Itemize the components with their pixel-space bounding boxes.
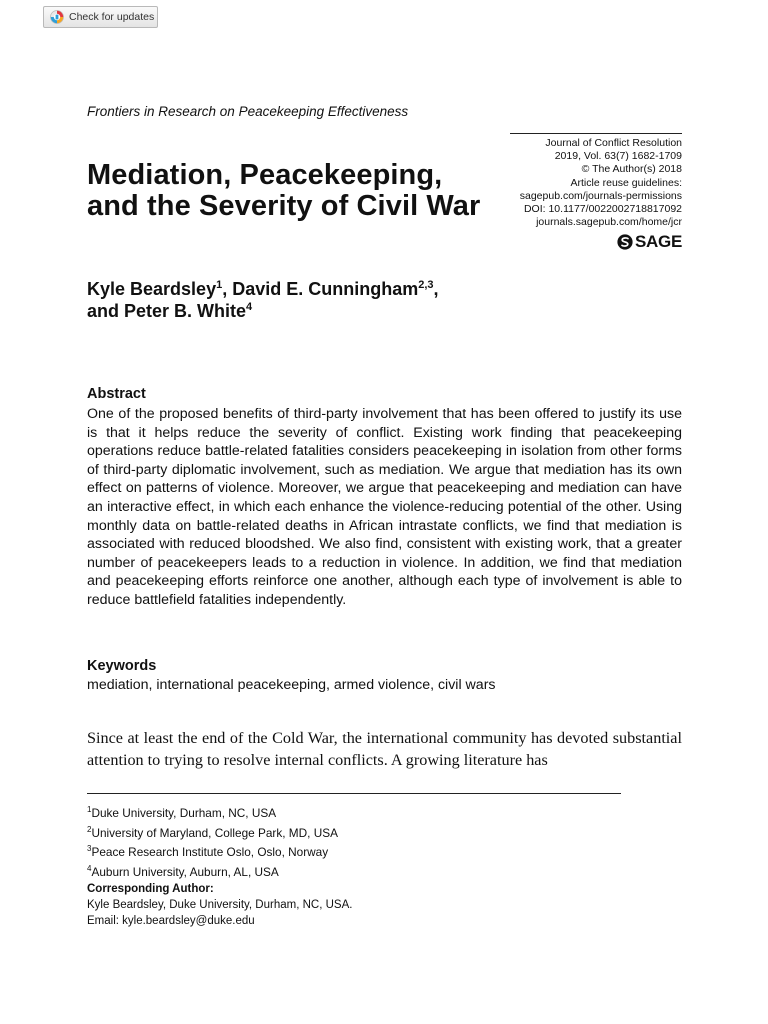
sage-logo-icon bbox=[617, 234, 633, 250]
corresponding-author bbox=[87, 881, 352, 929]
check-for-updates-icon bbox=[50, 10, 64, 24]
affiliation-text: Peace Research Institute Oslo, Oslo, Norway bbox=[91, 844, 329, 859]
doi-link[interactable]: DOI: 10.1177/0022002718817092 bbox=[523, 203, 682, 216]
affiliation-number: 3 bbox=[87, 844, 92, 854]
article-title: Mediation, Peacekeeping, and the Severity of Civil War bbox=[87, 159, 481, 222]
reuse-guidelines: Article reuse guidelines: bbox=[570, 176, 682, 189]
affiliation-number: 1 bbox=[87, 805, 92, 814]
affiliation-item bbox=[87, 861, 338, 881]
corresponding-author-email[interactable]: Email: kyle.beardsley@duke.edu bbox=[87, 915, 255, 927]
corresponding-author-address: Kyle Beardsley, Duke University, Durham, NC, USA. bbox=[87, 899, 353, 911]
corresponding-author-heading: Corresponding Author: bbox=[87, 883, 214, 895]
abstract-text: One of the proposed benefits of third-party involvement that has been offered to justify its use is that it helps reduce the severity of conflict. Existing work finding that peacekeeping operations reduce battle-related fatalities considers peacekeeping in isolation from other forms of third-party diplomatic involvement, such as mediation. We argue that mediation has its own effect on patterns of violence. Moreover, we argue that peacekeeping and mediation can have an interactive effect, in which each enhance the violence-reducing potential of the other. Using monthly data on battle-related deaths in African intrastate conflicts, we find that mediation is associated with reduced bloodshed. We also find, consistent with existing work, that a greater number of peacekeepers leads to a reduction in violence. In addition, we find that mediation and peacekeeping efforts reinforce one another, although each type of involvement is able to reduce battlefield fatalities independently. bbox=[87, 406, 682, 608]
author-separator: , bbox=[222, 279, 233, 299]
affiliation-item bbox=[87, 841, 338, 861]
series-title: Frontiers in Research on Peacekeeping Effectiveness bbox=[87, 104, 409, 119]
author-name: and Peter B. White bbox=[87, 301, 247, 321]
affiliation-item bbox=[87, 822, 338, 842]
abstract-heading: Abstract bbox=[87, 386, 146, 402]
author-affiliation-marker: 1 bbox=[216, 279, 223, 291]
author-separator: , bbox=[433, 279, 439, 299]
publisher-logo bbox=[617, 232, 682, 252]
permissions-link[interactable]: sagepub.com/journals-permissions bbox=[519, 189, 682, 202]
affiliation-text: Duke University, Durham, NC, USA bbox=[91, 805, 277, 820]
author-name: David E. Cunningham bbox=[232, 279, 419, 299]
affiliation-number: 2 bbox=[87, 824, 92, 834]
copyright-notice: © The Author(s) 2018 bbox=[581, 163, 682, 176]
affiliation-text: Auburn University, Auburn, AL, USA bbox=[91, 864, 279, 879]
publisher-name: SAGE bbox=[635, 232, 682, 251]
journal-citation: 2019, Vol. 63(7) 1682-1709 bbox=[554, 150, 682, 163]
affiliation-list bbox=[87, 802, 338, 880]
author-affiliation-marker: 2,3 bbox=[418, 279, 434, 291]
body-paragraph: Since at least the end of the Cold War, the international community has devoted substantial attention to trying to resolve internal conflicts. A growing literature has bbox=[87, 729, 682, 769]
check-for-updates-label: Check for updates bbox=[69, 11, 155, 23]
keywords-text: mediation, international peacekeeping, armed violence, civil wars bbox=[87, 677, 496, 693]
author-name: Kyle Beardsley bbox=[87, 279, 217, 299]
author-affiliation-marker: 4 bbox=[246, 301, 253, 313]
keywords-heading: Keywords bbox=[87, 658, 157, 674]
affiliation-item bbox=[87, 802, 338, 822]
affiliation-text: University of Maryland, College Park, MD, USA bbox=[91, 825, 338, 840]
check-for-updates-button[interactable] bbox=[43, 6, 158, 28]
footnote-divider bbox=[87, 793, 621, 794]
journal-name: Journal of Conflict Resolution bbox=[545, 137, 682, 149]
journal-meta bbox=[510, 133, 682, 229]
journal-homepage-link[interactable]: journals.sagepub.com/home/jcr bbox=[536, 216, 682, 229]
affiliation-number: 4 bbox=[87, 863, 92, 873]
author-list bbox=[87, 278, 547, 322]
